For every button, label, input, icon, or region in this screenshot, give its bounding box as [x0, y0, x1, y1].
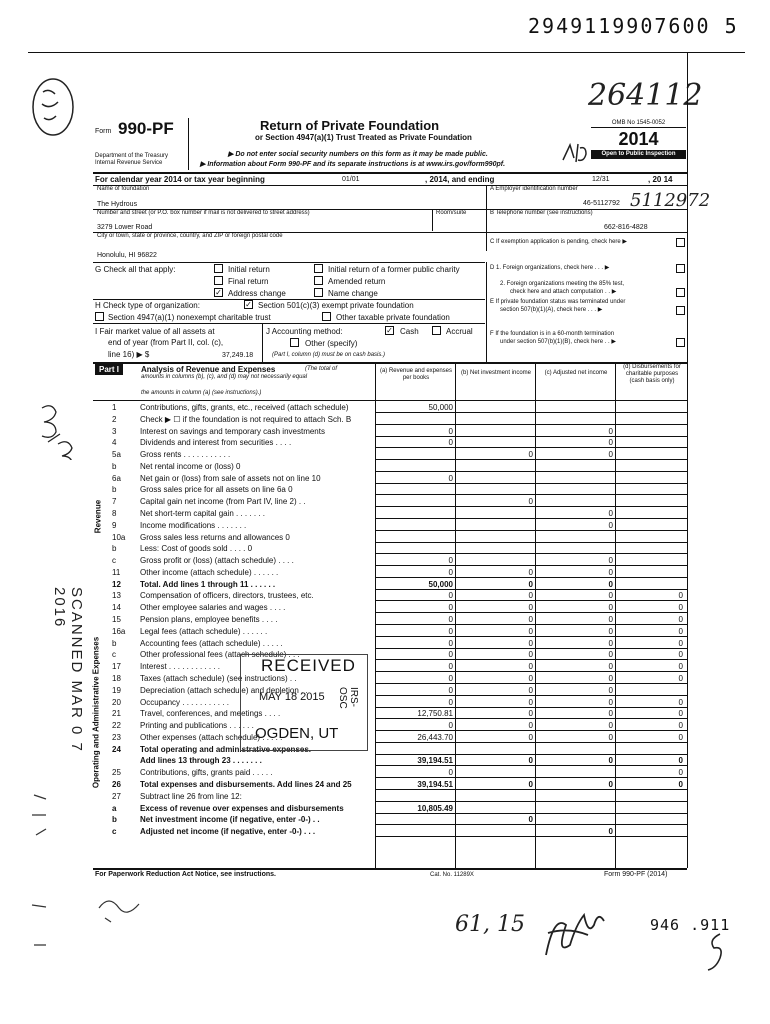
i-label-1: I Fair market value of all assets at [95, 327, 215, 336]
col-d-value[interactable]: 0 [678, 603, 683, 613]
initial-former-checkbox[interactable] [314, 264, 323, 273]
table-row [95, 520, 687, 531]
name-label: Name of foundation [97, 186, 150, 192]
col-c-value[interactable]: 0 [608, 591, 613, 601]
row-label: Contributions, gifts, grants, etc., received (attach schedule) [140, 403, 349, 412]
table-row [95, 661, 687, 672]
row-line-number: 21 [112, 709, 121, 719]
row-line-number: c [112, 827, 117, 837]
col-c-value[interactable]: 0 [608, 556, 613, 566]
table-row [95, 449, 687, 460]
info-notice: ▶ Information about Form 990-PF and its separate instructions is at www.irs.gov/form990pf. [200, 161, 506, 168]
row-line-number: 4 [112, 438, 117, 448]
row-line-number: 3 [112, 426, 117, 436]
amended-return-checkbox[interactable] [314, 276, 323, 285]
final-return-checkbox[interactable] [214, 276, 223, 285]
table-row [95, 461, 687, 472]
tax-year-end-year: , 20 14 [648, 175, 673, 184]
phone-value[interactable]: 662-816-4828 [604, 224, 648, 231]
handwritten-bottom-right: 946 .911 [650, 916, 731, 934]
row-label: Printing and publications . . . . . . [140, 721, 254, 731]
table-row [95, 484, 687, 495]
foundation-name[interactable]: The Hydrous [97, 201, 138, 208]
left-margin-stamps-icon [26, 785, 56, 975]
part1-desc-3: the amounts in column (a) (see instructions).) [141, 390, 262, 396]
d1-label: D 1. Foreign organizations, check here . . . ▶ [490, 265, 610, 271]
table-row [95, 555, 687, 566]
row-line-number: 17 [112, 662, 121, 672]
other-taxable-checkbox[interactable] [322, 312, 331, 321]
row-line-number: 9 [112, 520, 117, 530]
row-line-number: 2 [112, 414, 117, 424]
table-row [95, 614, 687, 625]
row-label: Check ▶ ☐ if the foundation is not required to attach Sch. B [140, 414, 352, 424]
f-label-a: F If the foundation is in a 60-month termination [490, 331, 615, 337]
table-row [95, 543, 687, 554]
col-b-value[interactable]: 0 [528, 779, 533, 789]
col-b-value[interactable]: 0 [528, 709, 533, 719]
col-c-value[interactable]: 0 [608, 520, 613, 530]
row-line-number: 12 [112, 579, 121, 589]
col-b-value[interactable]: 0 [528, 615, 533, 625]
row-label: Other professional fees (attach schedule) . . . [140, 650, 300, 660]
table-row [95, 626, 687, 637]
amended-return-label: Amended return [328, 277, 386, 286]
row-label: Gross profit or (loss) (attach schedule) . . . . [140, 556, 294, 566]
col-b-header: (b) Net investment income [460, 370, 532, 376]
col-c-value[interactable]: 0 [608, 697, 613, 707]
col-c-value[interactable]: 0 [608, 615, 613, 625]
received-stamp-irs: IRS-OSC [337, 687, 359, 709]
row-line-number: 18 [112, 673, 121, 683]
handwritten-initials-icon [540, 905, 610, 965]
col-a-value[interactable]: 12,750.81 [417, 709, 453, 719]
handwritten-scribble-icon [95, 888, 145, 928]
cash-basis-note: (Part I, column (d) must be on cash basis.) [272, 352, 386, 358]
col-b-value[interactable]: 0 [528, 591, 533, 601]
row-label: Gross rents . . . . . . . . . . . [140, 450, 231, 460]
j-label: J Accounting method: [266, 327, 343, 336]
row-label: Dividends and interest from securities . . . . [140, 438, 292, 448]
dept-treasury: Department of the Treasury [95, 153, 169, 159]
col-c-value[interactable]: 0 [608, 438, 613, 448]
row-label: Excess of revenue over expenses and disbursements [140, 803, 344, 813]
expenses-side-label: Operating and Administrative Expenses [91, 636, 101, 789]
col-c-value[interactable]: 0 [608, 732, 613, 742]
g-label: G Check all that apply: [95, 265, 176, 274]
received-stamp [240, 654, 368, 751]
row-label: Pension plans, employee benefits . . . . [140, 615, 278, 625]
form-prefix: Form [95, 128, 112, 135]
row-line-number: 26 [112, 779, 121, 789]
col-d-value[interactable]: 0 [678, 732, 683, 742]
row-label: Gross sales price for all assets on line 6a 0 [140, 485, 293, 495]
ein-label: A Employer identification number [490, 186, 578, 192]
calendar-year-label: For calendar year 2014 or tax year beginning [95, 175, 265, 184]
table-row [95, 638, 687, 649]
col-d-value[interactable]: 0 [678, 779, 683, 789]
row-label: Net rental income or (loss) 0 [140, 461, 241, 471]
col-c-value[interactable]: 0 [608, 426, 613, 436]
table-row [95, 649, 687, 660]
tax-year: 2014 [618, 129, 659, 149]
col-b-value[interactable]: 0 [528, 732, 533, 742]
paperwork-notice: For Paperwork Reduction Act Notice, see instructions. [95, 871, 276, 878]
row-label: Interest . . . . . . . . . . . . [140, 662, 221, 672]
table-row [95, 826, 687, 837]
table-row [95, 437, 687, 448]
col-a-value[interactable]: 0 [448, 591, 453, 601]
handwritten-bottom-left: 61, 15 [455, 912, 525, 937]
accrual-checkbox[interactable] [432, 326, 441, 335]
row-line-number: 10a [112, 532, 126, 542]
col-b-value[interactable]: 0 [528, 579, 533, 589]
part1-desc-1: (The total of [305, 366, 338, 372]
col-d-value[interactable]: 0 [678, 662, 683, 672]
row-label: Legal fees (attach schedule) . . . . . . [140, 626, 268, 636]
form-title: Return of Private Foundation [260, 118, 440, 133]
col-b-value[interactable]: 0 [528, 626, 533, 636]
table-row [95, 744, 687, 755]
col-c-value[interactable]: 0 [608, 579, 613, 589]
initial-former-label: Initial return of a former public charity [328, 265, 460, 274]
tax-year-begin: 01/01 [342, 176, 360, 183]
row-line-number: 24 [112, 744, 121, 754]
col-a-value[interactable]: 0 [448, 556, 453, 566]
col-a-value[interactable]: 0 [448, 626, 453, 636]
col-c-header: (c) Adjusted net income [544, 370, 608, 376]
col-d-value[interactable]: 0 [678, 721, 683, 731]
col-a-value[interactable]: 10,805.49 [417, 803, 453, 813]
table-row [95, 720, 687, 731]
col-d-value[interactable]: 0 [678, 697, 683, 707]
open-to-public: Open to Public Inspection [591, 150, 686, 159]
year-box [591, 120, 686, 170]
row-line-number: b [112, 485, 117, 495]
table-row [95, 473, 687, 484]
col-c-value[interactable]: 0 [608, 685, 613, 695]
form-subtitle: or Section 4947(a)(1) Trust Treated as Private Foundation [255, 133, 472, 142]
cash-checkbox[interactable]: ✓ [386, 326, 393, 335]
col-d-value[interactable]: 0 [678, 591, 683, 601]
e-label-b: section 507(b)(1)(A), check here . . . ▶ [500, 307, 603, 313]
col-c-value[interactable]: 0 [608, 450, 613, 460]
row-line-number: 20 [112, 697, 121, 707]
col-b-value[interactable]: 0 [528, 697, 533, 707]
city-value[interactable]: Honolulu, HI 96822 [97, 252, 157, 259]
table-row [95, 496, 687, 507]
col-b-value[interactable]: 0 [528, 685, 533, 695]
col-c-value[interactable]: 0 [608, 756, 613, 766]
col-d-value[interactable]: 0 [678, 768, 683, 778]
city-label: City or town, state or province, country, and ZIP or foreign postal code [97, 233, 283, 239]
row-label: Taxes (attach schedule) (see instructions) . . [140, 673, 297, 683]
col-c-value[interactable]: 0 [608, 509, 613, 519]
col-b-value[interactable]: 0 [528, 662, 533, 672]
row-line-number: 6a [112, 473, 121, 483]
row-label: Interest on savings and temporary cash investments [140, 426, 325, 436]
row-line-number: 19 [112, 685, 121, 695]
col-c-value[interactable]: 0 [608, 567, 613, 577]
row-line-number: 5a [112, 450, 121, 460]
row-label: Gross sales less returns and allowances 0 [140, 532, 290, 542]
e-checkbox[interactable] [676, 306, 685, 315]
col-b-value[interactable]: 0 [528, 815, 533, 825]
scanned-stamp: SCANNED MAR 0 7 2016 [51, 587, 85, 753]
col-a-value[interactable]: 39,194.51 [417, 779, 453, 789]
row-label: Add lines 13 through 23 . . . . . . . [140, 756, 262, 766]
col-b-value[interactable]: 0 [528, 650, 533, 660]
row-line-number: b [112, 461, 117, 471]
tax-year-end: 12/31 [592, 176, 610, 183]
row-line-number: 22 [112, 721, 121, 731]
cat-number: Cat. No. 11289X [430, 872, 474, 878]
col-a-value[interactable]: 0 [448, 685, 453, 695]
row-label: Capital gain net income (from Part IV, line 2) . . [140, 497, 306, 507]
row-label: Less: Cost of goods sold . . . . 0 [140, 544, 253, 554]
col-a-value[interactable]: 50,000 [428, 403, 453, 412]
row-line-number: 7 [112, 497, 117, 507]
row-line-number: 8 [112, 509, 117, 519]
col-b-value[interactable]: 0 [528, 721, 533, 731]
table-row [95, 567, 687, 578]
row-label: Travel, conferences, and meetings . . . . [140, 709, 281, 719]
table-row [95, 402, 687, 413]
row-label: Compensation of officers, directors, trustees, etc. [140, 591, 314, 601]
form-number: 990-PF [118, 119, 174, 138]
d2-checkbox[interactable] [676, 288, 685, 297]
row-line-number: 13 [112, 591, 121, 601]
part1-desc-2: amounts in columns (b), (c), and (d) may not necessarily equal [141, 374, 308, 380]
col-d-value[interactable]: 0 [678, 638, 683, 648]
irs-label: Internal Revenue Service [95, 160, 163, 166]
row-label: Total operating and administrative expenses. [140, 744, 312, 754]
row-line-number: 16a [112, 626, 126, 636]
col-a-value[interactable]: 39,194.51 [417, 756, 453, 766]
col-a-value[interactable]: 0 [448, 638, 453, 648]
col-a-value[interactable]: 0 [448, 768, 453, 778]
col-a-value[interactable]: 0 [448, 650, 453, 660]
col-a-value[interactable]: 0 [448, 438, 453, 448]
row-line-number: a [112, 803, 117, 813]
room-label: Room/suite [436, 210, 467, 216]
col-a-value[interactable]: 0 [448, 426, 453, 436]
i-label-2: end of year (from Part II, col. (c), [108, 338, 224, 347]
col-b-value[interactable]: 0 [528, 673, 533, 683]
table-row [95, 590, 687, 601]
address-change-checkbox[interactable]: ✓ [215, 288, 222, 297]
col-b-value[interactable]: 0 [528, 497, 533, 507]
handwritten-batch-number: 264112 [588, 78, 703, 113]
table-row [95, 673, 687, 684]
row-line-number: b [112, 544, 117, 554]
exemption-pending-checkbox[interactable] [676, 238, 685, 247]
table-row [95, 414, 687, 425]
f-label-b: under section 507(b)(1)(B), check here . . ▶ [500, 339, 616, 345]
table-row [95, 708, 687, 719]
row-label: Other employee salaries and wages . . . . [140, 603, 286, 613]
received-stamp-title: RECEIVED [261, 656, 356, 675]
ein-value[interactable]: 46-5112792 [583, 200, 620, 207]
handwritten-mark-icon [560, 140, 590, 166]
street-label: Number and street (or P.O. box number if mail is not delivered to street address) [97, 210, 310, 216]
col-a-value[interactable]: 50,000 [428, 579, 453, 589]
d2-label-a: 2. Foreign organizations meeting the 85% test, [500, 281, 625, 287]
c3-checkbox[interactable]: ✓ [245, 300, 252, 309]
row-label: Contributions, gifts, grants paid . . . . . [140, 768, 273, 778]
row-line-number: 27 [112, 791, 121, 801]
c3-label: Section 501(c)(3) exempt private foundation [258, 301, 414, 310]
received-stamp-location: OGDEN, UT [255, 725, 339, 742]
row-label: Other expenses (attach schedule) . . . . . [140, 732, 283, 742]
col-a-value[interactable]: 0 [448, 603, 453, 613]
col-c-value[interactable]: 0 [608, 709, 613, 719]
col-b-value[interactable]: 0 [528, 756, 533, 766]
row-line-number: 14 [112, 603, 121, 613]
row-line-number: 23 [112, 732, 121, 742]
tax-year-mid: , 2014, and ending [425, 175, 495, 184]
col-c-value[interactable]: 0 [608, 638, 613, 648]
col-d-header: (d) Disbursements for charitable purposes (cash basis only) [623, 364, 681, 384]
d1-checkbox[interactable] [676, 264, 685, 273]
address-change-label: Address change [228, 289, 286, 298]
handwritten-fraction-icon [30, 400, 80, 460]
table-row [95, 732, 687, 743]
row-label: Income modifications . . . . . . . [140, 520, 247, 530]
accrual-label: Accrual [446, 327, 473, 336]
col-c-value[interactable]: 0 [608, 603, 613, 613]
col-b-value[interactable]: 0 [528, 450, 533, 460]
table-row [95, 697, 687, 708]
col-d-value[interactable]: 0 [678, 709, 683, 719]
omb-number: OMB No 1545-0052 [591, 120, 686, 128]
nonexempt-trust-checkbox[interactable] [95, 312, 104, 321]
initial-return-label: Initial return [228, 265, 270, 274]
ssn-notice: ▶ Do not enter social security numbers on this form as it may be made public. [228, 151, 488, 158]
other-method-checkbox[interactable] [290, 338, 299, 347]
table-row [95, 755, 687, 766]
col-b-value[interactable]: 0 [528, 638, 533, 648]
final-return-label: Final return [228, 277, 269, 286]
col-c-value[interactable]: 0 [608, 827, 613, 837]
row-label: Accounting fees (attach schedule) . . . . . [140, 638, 283, 648]
document-locator-number: 2949119907600 5 [528, 14, 739, 38]
col-b-value[interactable]: 0 [528, 567, 533, 577]
row-line-number: 15 [112, 615, 121, 625]
f-checkbox[interactable] [676, 338, 685, 347]
row-label: Total expenses and disbursements. Add lines 24 and 25 [140, 779, 352, 789]
name-change-checkbox[interactable] [314, 288, 323, 297]
form-footer: Form 990-PF (2014) [604, 871, 668, 878]
other-method-label: Other (specify) [305, 339, 358, 348]
table-row [95, 767, 687, 778]
exemption-pending-label: C If exemption application is pending, check here ▶ [490, 239, 628, 245]
other-taxable-label: Other taxable private foundation [336, 313, 450, 322]
initial-return-checkbox[interactable] [214, 264, 223, 273]
col-d-value[interactable]: 0 [678, 756, 683, 766]
table-row [95, 426, 687, 437]
name-change-label: Name change [328, 289, 378, 298]
col-a-value[interactable]: 0 [448, 673, 453, 683]
col-c-value[interactable]: 0 [608, 673, 613, 683]
fmv-value[interactable]: 37,249.18 [222, 352, 254, 359]
received-stamp-date: MAY 18 2015 [259, 691, 325, 703]
col-a-value[interactable]: 0 [448, 697, 453, 707]
h-label: H Check type of organization: [95, 301, 200, 310]
row-line-number: b [112, 638, 117, 648]
part1-title: Analysis of Revenue and Expenses [141, 365, 276, 374]
row-label: Subtract line 26 from line 12: [140, 791, 242, 801]
table-row [95, 579, 687, 590]
col-a-value[interactable]: 0 [448, 662, 453, 672]
table-row [95, 803, 687, 814]
col-a-value[interactable]: 0 [448, 721, 453, 731]
col-a-value[interactable]: 0 [448, 473, 453, 483]
row-label: Adjusted net income (if negative, enter -0-) . . . [140, 827, 316, 837]
circle-stamp-icon [28, 72, 78, 142]
row-line-number: b [112, 815, 117, 825]
row-label: Other income (attach schedule) . . . . . . [140, 567, 279, 577]
col-c-value[interactable]: 0 [608, 721, 613, 731]
handwritten-ein-note: 5112972 [630, 190, 711, 211]
col-c-value[interactable]: 0 [608, 650, 613, 660]
col-c-value[interactable]: 0 [608, 662, 613, 672]
col-a-value[interactable]: 26,443.70 [417, 732, 453, 742]
table-row [95, 602, 687, 613]
col-a-header: (a) Revenue and expenses per books [379, 368, 453, 381]
phone-label: B Telephone number (see instructions) [490, 210, 593, 216]
table-row [95, 791, 687, 802]
row-label: Net investment income (if negative, enter -0-) . . [140, 815, 320, 825]
col-b-value[interactable]: 0 [528, 603, 533, 613]
row-label: Total. Add lines 1 through 11 . . . . . . [140, 579, 276, 589]
d2-label-b: check here and attach computation . . ▶ [510, 289, 617, 295]
col-d-value[interactable]: 0 [678, 615, 683, 625]
col-c-value[interactable]: 0 [608, 779, 613, 789]
table-row [95, 532, 687, 543]
col-d-value[interactable]: 0 [678, 650, 683, 660]
table-row [95, 779, 687, 790]
i-label-3: line 16) ▶ $ [108, 350, 150, 359]
col-d-value[interactable]: 0 [678, 673, 683, 683]
col-c-value[interactable]: 0 [608, 626, 613, 636]
row-line-number: 25 [112, 768, 121, 778]
row-label: Net short-term capital gain . . . . . . . [140, 509, 265, 519]
row-line-number: c [112, 556, 116, 566]
part1-tag: Part I [95, 364, 123, 375]
row-label: Depreciation (attach schedule) and depletion . . [140, 685, 308, 695]
table-row [95, 814, 687, 825]
revenue-side-label: Revenue [93, 499, 103, 534]
nonexempt-trust-label: Section 4947(a)(1) nonexempt charitable trust [108, 313, 271, 322]
row-line-number: 1 [112, 403, 117, 412]
row-label: Occupancy . . . . . . . . . . . [140, 697, 229, 707]
table-row [95, 508, 687, 519]
col-a-value[interactable]: 0 [448, 567, 453, 577]
street-address[interactable]: 3279 Lower Road [97, 224, 153, 231]
col-a-value[interactable]: 0 [448, 615, 453, 625]
handwritten-check-icon [700, 930, 730, 980]
row-label: Net gain or (loss) from sale of assets not on line 10 [140, 473, 321, 483]
col-d-value[interactable]: 0 [678, 626, 683, 636]
row-line-number: c [112, 650, 116, 660]
row-line-number: 11 [112, 567, 121, 577]
e-label-a: E If private foundation status was terminated under [490, 299, 626, 305]
table-row [95, 685, 687, 696]
cash-label: Cash [400, 327, 419, 336]
